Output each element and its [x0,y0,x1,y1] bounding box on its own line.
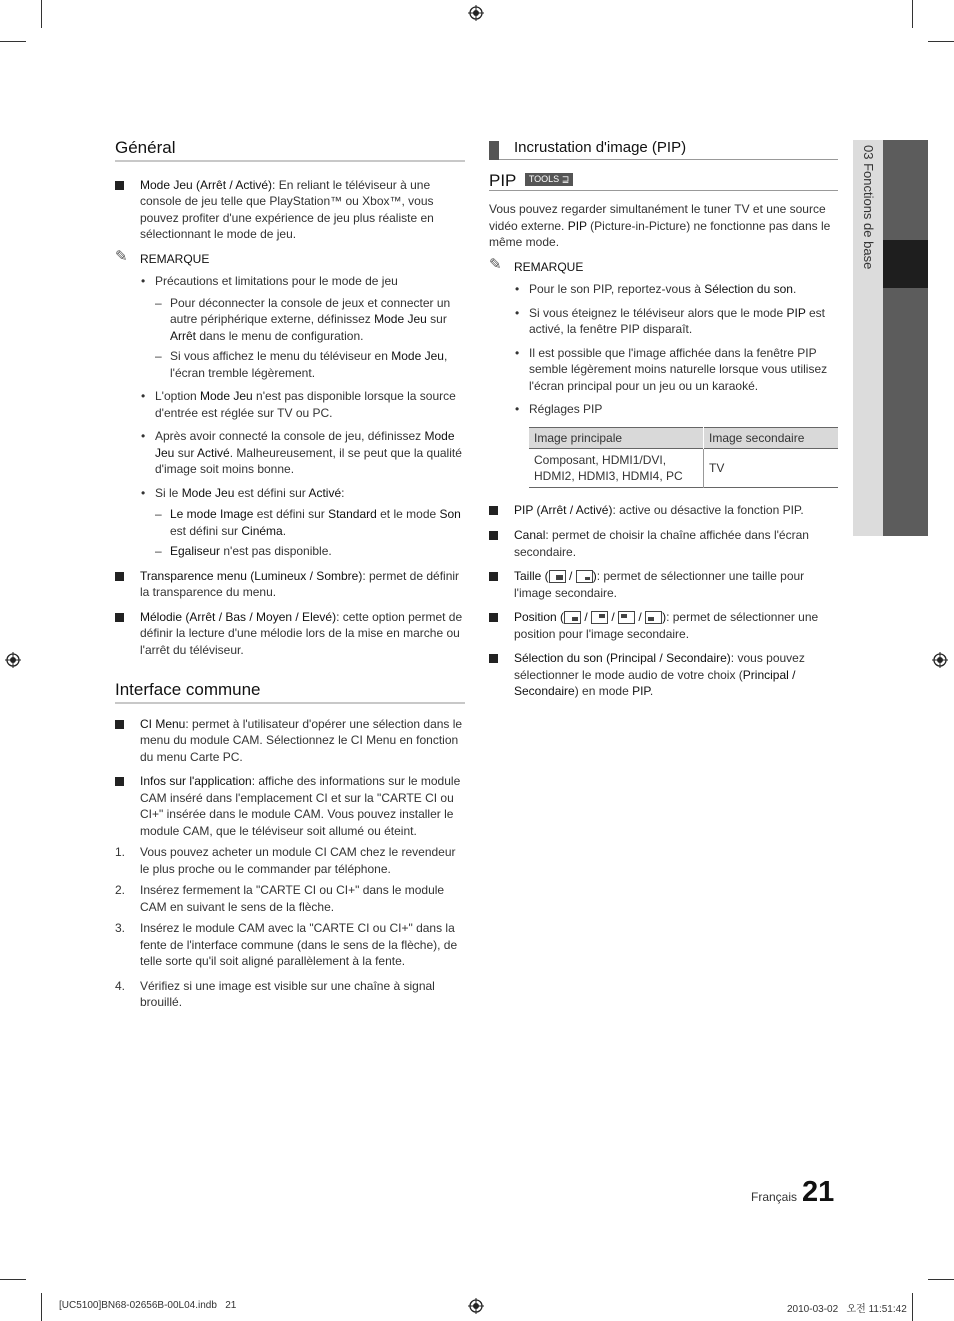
crop-mark [0,1279,26,1280]
crop-mark [928,1279,954,1280]
date-info: 2010-03-02 오전 11:51:42 [787,1304,907,1315]
pip-intro: Vous pouvez regarder simultanément le tuner TV et une source vidéo externe. PIP (Picture-in-Picture) ne fonctionne pas dans le même mode. [489,202,831,249]
square-bullet-icon [489,613,498,622]
note-sub-item: – Le mode Image est défini sur Standard et le mode Son est défini sur Cinéma. [155,507,461,538]
note-sub-item: – Pour déconnecter la console de jeux et connecter un autre périphérique externe, définissez Mode Jeu sur Arrêt dans le menu de configuration. [155,295,451,343]
numbered-step: 4. Vérifiez si une image est visible sur une chaîne à signal brouillé. [115,978,435,1009]
note-heading: ✎ REMARQUE [115,247,210,266]
table-header: Image principale [529,427,704,448]
section-title-ci: Interface commune [115,682,465,704]
list-item: Mode Jeu (Arrêt / Activé): En reliant le téléviseur à une console de jeu telle que PlayStation™ ou Xbox™, vous pouvez profiter d'une expérience de jeu plus réaliste en sélectionnant le mode de jeu. [115,177,465,243]
position-bottom-right-icon [564,611,581,624]
crop-mark [912,1293,913,1321]
list-item: Taille ( / ): permet de sélectionner une taille pour l'image secondaire. [489,568,838,601]
square-bullet-icon [115,572,124,581]
note-sub-item: – Si vous affichez le menu du téléviseur en Mode Jeu, l'écran tremble légèrement. [155,349,448,380]
note-bullet: • Réglages PIP [515,402,603,416]
note-bullet: • Si vous éteignez le téléviseur alors que le mode PIP est activé, la fenêtre PIP disparaît. [515,305,825,336]
registration-mark-icon [468,5,484,21]
section-title-pip: Incrustation d'image (PIP) [489,140,838,160]
chapter-tab-marker [883,240,928,288]
note-bullet: • Précautions et limitations pour le mode de jeu [141,274,398,288]
section-marker [489,141,499,160]
numbered-step: 2. Insérez fermement la "CARTE CI ou CI+" dans le module CAM en suivant le sens de la flèche. [115,883,445,914]
square-bullet-icon [489,572,498,581]
note-sub-item: – Egaliseur n'est pas disponible. [155,544,332,558]
registration-mark-icon [5,652,21,668]
size-large-icon [549,570,566,583]
square-bullet-icon [489,654,498,663]
list-item: Transparence menu (Lumineux / Sombre): permet de définir la transparence du menu. [115,568,465,601]
pip-settings-table [529,427,838,488]
size-small-icon [576,570,593,583]
table-cell: TV [709,460,725,475]
list-item: Canal: permet de choisir la chaîne affichée dans l'écran secondaire. [489,527,838,560]
pip-subheading: PIP TOOLS ⊒ [489,173,838,192]
numbered-step: 1. Vous pouvez acheter un module CI CAM chez le revendeur le plus proche ou le commander par téléphone. [115,845,456,876]
footer-language: Français [751,1190,798,1204]
table-cell: Composant, HDMI1/DVI, HDMI2, HDMI3, HDMI4, PC [529,448,704,487]
note-bullet: • Pour le son PIP, reportez-vous à Sélection du son. [515,282,797,296]
square-bullet-icon [489,506,498,515]
list-item: Mélodie (Arrêt / Bas / Moyen / Elevé): cette option permet de définir la lecture d'une mélodie lors de la mise en marche ou l'arrêt du téléviseur. [115,609,465,659]
square-bullet-icon [115,777,124,786]
note-bullet: • Après avoir connecté la console de jeu, définissez Mode Jeu sur Activé. Malheureusement, il se peut que la qualité d'image soit moins bonne. [141,429,462,476]
list-item: Infos sur l'application: affiche des informations sur le module CAM inséré dans l'emplacement CI et sur la "CARTE CI ou CI+" insérée dans le module CAM. Vous pouvez installer le module CAM, que le téléviseur soit allumé ou éteint. [115,773,465,839]
list-item: Position ( / / / ): permet de sélectionner une position pour l'image secondaire. [489,609,838,642]
crop-mark [41,1293,42,1321]
crop-mark [0,41,26,42]
registration-mark-icon [932,652,948,668]
note-bullet: • Il est possible que l'image affichée dans la fenêtre PIP semble légèrement moins naturelle lorsque vous utilisez l'écran principal pour un jeu ou un karaoké. [515,345,828,393]
tools-icon: ⊒ [559,173,570,184]
position-bottom-left-icon [645,611,662,624]
position-top-right-icon [591,611,608,624]
file-info: [UC5100]BN68-02656B-00L04.indb 21 [59,1300,237,1311]
page-number: 21 [802,1176,835,1208]
list-item: CI Menu: permet à l'utilisateur d'opérer une sélection dans le menu du module CAM. Sélectionnez le CI Menu en fonction du menu Carte PC. [115,716,465,766]
note-heading: ✎ REMARQUE [489,255,584,274]
tools-badge: TOOLS ⊒ [525,173,573,186]
table-header: Image secondaire [709,430,805,445]
note-bullet: • L'option Mode Jeu n'est pas disponible lorsque la source d'entrée est réglée sur TV ou PC. [141,389,456,420]
chapter-tab-label: 03 Fonctions de base [861,145,876,270]
crop-mark [912,0,913,28]
crop-mark [928,41,954,42]
position-top-left-icon [618,611,635,624]
square-bullet-icon [489,531,498,540]
section-title-general: Général [115,140,465,162]
left-column [115,140,465,1019]
square-bullet-icon [115,613,124,622]
square-bullet-icon [115,181,124,190]
note-bullet: • Si le Mode Jeu est défini sur Activé: [141,485,345,500]
square-bullet-icon [115,720,124,729]
registration-mark-icon [468,1298,484,1314]
numbered-step: 3. Insérez le module CAM avec la "CARTE CI ou CI+" dans la fente de l'interface commune (dans le sens de la flèche), de telle sorte qu'il soit aligné parallèlement à la fente. [115,921,458,968]
list-item: PIP (Arrêt / Activé): active ou désactive la fonction PIP. [489,502,838,519]
crop-mark [41,0,42,28]
chapter-tab-dark [883,140,928,536]
pencil-icon: ✎ [115,247,128,265]
list-item: Sélection du son (Principal / Secondaire): vous pouvez sélectionner le mode audio de votre choix (Principal / Secondaire) en mode PIP. [489,650,838,700]
pencil-icon: ✎ [489,255,502,273]
right-column [489,140,838,708]
